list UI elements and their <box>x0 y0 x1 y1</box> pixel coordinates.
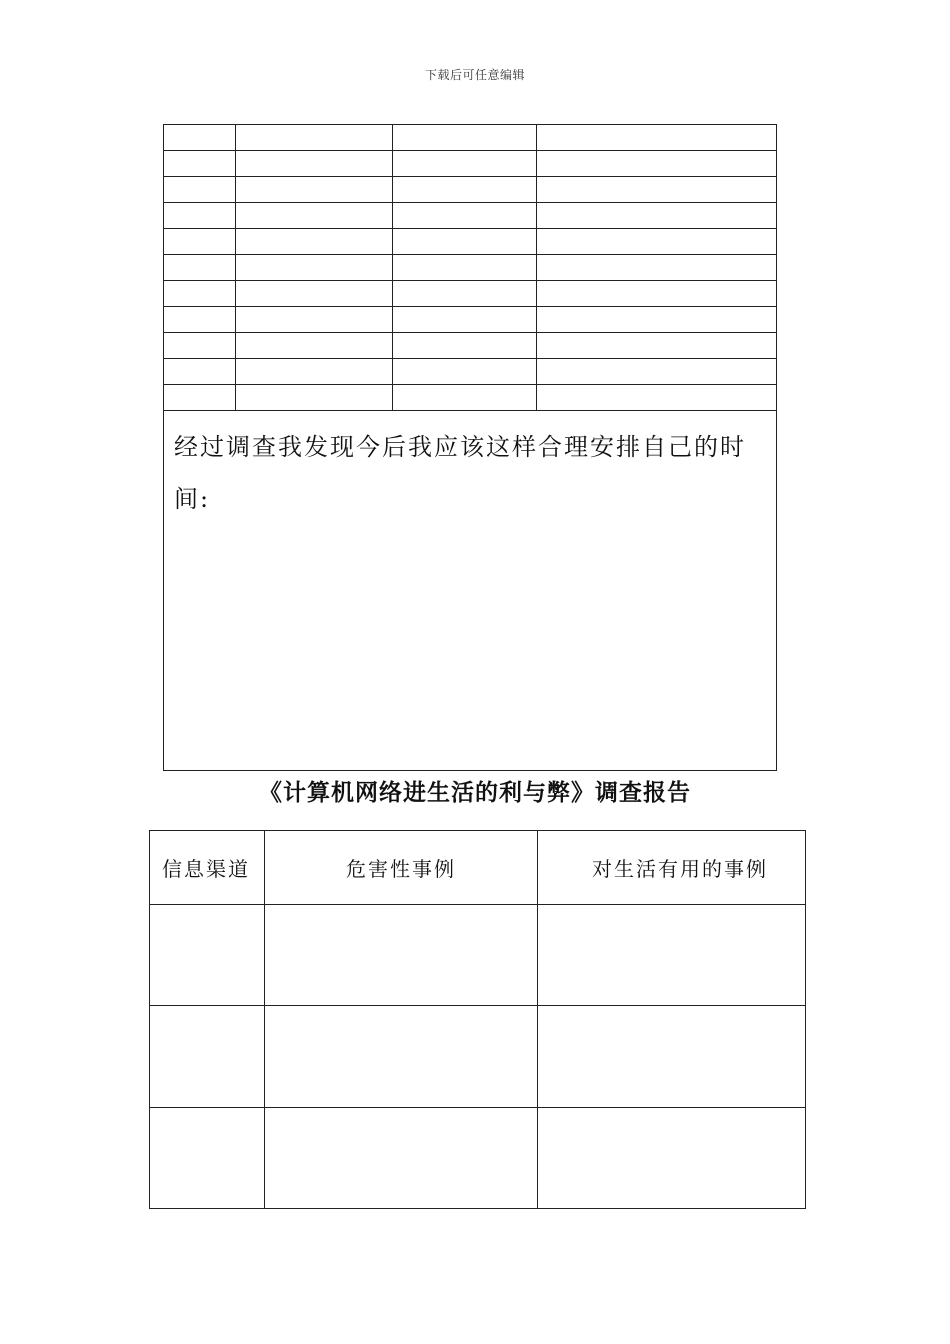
report-title: 《计算机网络进生活的利与弊》调查报告 <box>259 779 691 806</box>
table-row <box>164 307 777 333</box>
report-table-body <box>150 905 806 1209</box>
table-cell[interactable] <box>236 203 393 229</box>
table-cell[interactable] <box>538 905 806 1006</box>
table-row <box>164 203 777 229</box>
table-cell[interactable] <box>164 151 236 177</box>
table-cell[interactable] <box>164 281 236 307</box>
table-cell[interactable] <box>393 307 537 333</box>
table-cell[interactable] <box>393 385 537 411</box>
table-cell[interactable] <box>393 255 537 281</box>
table-row <box>164 229 777 255</box>
table-cell[interactable] <box>164 307 236 333</box>
table-cell[interactable] <box>537 281 777 307</box>
table-cell[interactable] <box>236 281 393 307</box>
table-cell[interactable] <box>265 1006 538 1107</box>
table-cell[interactable] <box>538 1107 806 1208</box>
schedule-table <box>163 124 777 771</box>
time-plan-note[interactable]: 经过调查我发现今后我应该这样合理安排自己的时间: <box>164 411 777 771</box>
table-row <box>164 125 777 151</box>
table-cell[interactable] <box>164 385 236 411</box>
table-cell[interactable] <box>537 307 777 333</box>
table-cell[interactable] <box>236 125 393 151</box>
table-row <box>150 1006 806 1107</box>
table-cell[interactable] <box>164 203 236 229</box>
table-cell[interactable] <box>537 229 777 255</box>
table-cell[interactable] <box>236 307 393 333</box>
column-header-channel: 信息渠道 <box>150 831 265 905</box>
table-row <box>164 281 777 307</box>
table-cell[interactable] <box>150 1107 265 1208</box>
table-row <box>164 177 777 203</box>
table-cell[interactable] <box>236 359 393 385</box>
table-cell[interactable] <box>393 359 537 385</box>
table-cell[interactable] <box>537 203 777 229</box>
table-row <box>164 333 777 359</box>
note-row <box>164 411 777 771</box>
table-cell[interactable] <box>150 1006 265 1107</box>
table-cell[interactable] <box>150 905 265 1006</box>
table-cell[interactable] <box>236 255 393 281</box>
table-row <box>164 151 777 177</box>
table-cell[interactable] <box>164 359 236 385</box>
table-cell[interactable] <box>537 333 777 359</box>
table-cell[interactable] <box>537 177 777 203</box>
table-cell[interactable] <box>164 125 236 151</box>
table-cell[interactable] <box>236 385 393 411</box>
table-cell[interactable] <box>164 255 236 281</box>
table-cell[interactable] <box>236 177 393 203</box>
table-cell[interactable] <box>393 151 537 177</box>
column-header-harmful: 危害性事例 <box>265 831 538 905</box>
column-header-useful: 对生活有用的事例 <box>538 831 806 905</box>
table-cell[interactable] <box>393 229 537 255</box>
table-cell[interactable] <box>164 177 236 203</box>
schedule-table-body <box>164 125 777 771</box>
table-row <box>164 255 777 281</box>
report-table-head <box>150 831 806 905</box>
table-cell[interactable] <box>537 359 777 385</box>
table-cell[interactable] <box>538 1006 806 1107</box>
table-row <box>150 1107 806 1208</box>
table-cell[interactable] <box>537 385 777 411</box>
report-table <box>149 830 806 1209</box>
table-cell[interactable] <box>393 177 537 203</box>
table-cell[interactable] <box>164 333 236 359</box>
table-row <box>150 905 806 1006</box>
table-cell[interactable] <box>537 125 777 151</box>
table-cell[interactable] <box>265 905 538 1006</box>
table-cell[interactable] <box>537 255 777 281</box>
header-row <box>150 831 806 905</box>
table-cell[interactable] <box>393 281 537 307</box>
table-cell[interactable] <box>537 151 777 177</box>
page-header: 下载后可任意编辑 <box>424 68 525 82</box>
table-row <box>164 385 777 411</box>
table-cell[interactable] <box>236 229 393 255</box>
table-cell[interactable] <box>236 151 393 177</box>
table-cell[interactable] <box>393 333 537 359</box>
table-cell[interactable] <box>164 229 236 255</box>
table-cell[interactable] <box>265 1107 538 1208</box>
table-row <box>164 359 777 385</box>
table-cell[interactable] <box>236 333 393 359</box>
table-cell[interactable] <box>393 203 537 229</box>
table-cell[interactable] <box>393 125 537 151</box>
